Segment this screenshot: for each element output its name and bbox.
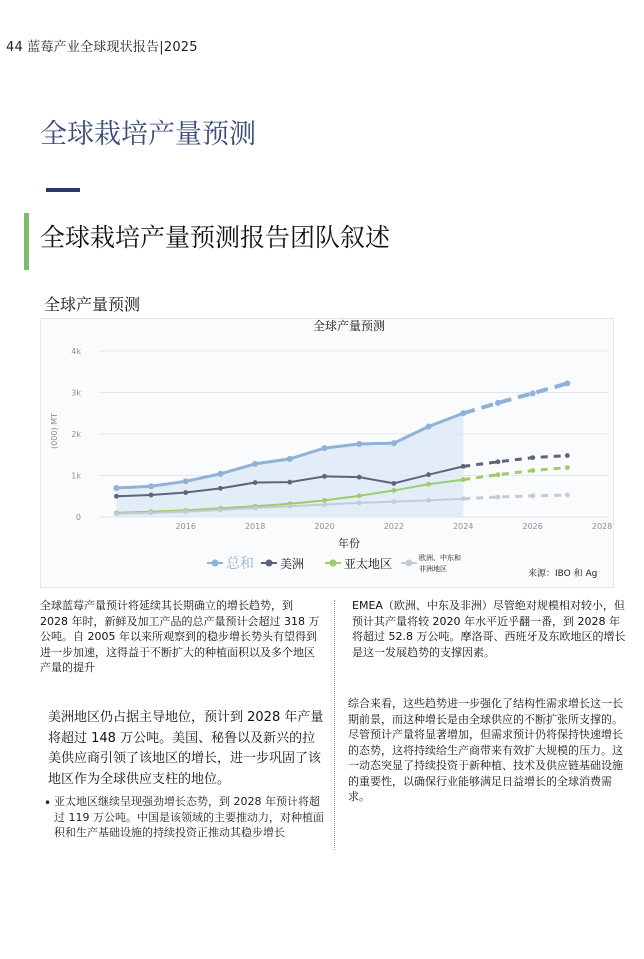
chart-title: 全球产量预测 — [312, 319, 386, 333]
y-tick-label: 3k — [71, 388, 81, 398]
data-point — [322, 502, 327, 507]
series-line-forecast — [463, 468, 567, 480]
y-tick-label: 0 — [75, 513, 81, 522]
legend-label: 美洲 — [280, 557, 305, 571]
y-tick-label: 1k — [71, 471, 81, 481]
legend-swatch-dot — [266, 560, 273, 567]
data-point — [391, 499, 396, 504]
data-point — [357, 500, 362, 505]
x-tick-label: 2018 — [244, 522, 266, 531]
paragraph-americas: 美洲地区仍占据主导地位，预计到 2028 年产量将超过 148 万公吨。美国、秘鲁以及新兴的拉美供应商引领了该地区的增长，进一步巩固了该地区作为全球供应支柱的地位。 — [48, 710, 324, 787]
data-point — [287, 480, 292, 485]
data-point — [495, 400, 501, 406]
y-axis-label: (000) MT — [50, 413, 59, 449]
x-tick-label: 2016 — [175, 522, 196, 531]
legend-swatch-dot — [330, 560, 337, 567]
forecast-line-chart — [41, 319, 613, 587]
data-point — [426, 482, 431, 487]
legend-label: 亚太地区 — [344, 557, 393, 571]
legend-label: 非洲地区 — [419, 565, 447, 573]
paragraph-global-output: 全球蓝莓产量预计将延续其长期确立的增长趋势，到 2028 年时，新鲜及加工产品的总产量预计会超过 318 万公吨。自 2005 年以来所观察到的稳步增长势头有望得到进一步加速，这得益于不断扩大的种植面积以及多个地区产量的提升 — [40, 599, 320, 674]
chart-container — [40, 318, 614, 588]
data-point — [322, 474, 327, 479]
data-point — [253, 480, 258, 485]
data-point — [253, 505, 258, 510]
data-point — [426, 472, 431, 477]
data-point — [530, 390, 536, 396]
data-point — [183, 509, 188, 514]
title-underline — [46, 188, 80, 192]
data-point — [287, 504, 292, 509]
data-point — [391, 488, 396, 493]
data-point — [460, 410, 466, 416]
data-point — [391, 440, 397, 446]
paragraph-emea: EMEA（欧洲、中东及非洲）尽管绝对规模相对较小，但预计其产量将较 2020 年水平近乎翻一番，到 2028 年将超过 52.8 万公吨。摩洛哥、西班牙及东欧地区的增长是这一发展趋势的支撑因素。 — [352, 599, 626, 659]
data-point — [565, 493, 570, 498]
page-title: 全球栽培产量预测 — [40, 119, 256, 150]
x-tick-label: 2020 — [314, 522, 335, 531]
data-point — [322, 498, 327, 503]
y-tick-label: 2k — [71, 430, 81, 439]
data-point — [113, 485, 119, 491]
data-point — [461, 477, 466, 482]
series-line-forecast — [463, 495, 567, 499]
data-point — [149, 493, 154, 498]
data-point — [357, 493, 362, 498]
x-tick-label: 2028 — [591, 522, 613, 531]
data-point — [183, 478, 189, 484]
page-header: 44 蓝莓产业全球现状报告|2025 — [6, 40, 198, 55]
data-point — [564, 380, 570, 386]
data-point — [287, 456, 293, 462]
data-point — [114, 494, 119, 499]
chart-heading: 全球产量预测 — [44, 295, 141, 314]
data-point — [217, 471, 223, 477]
data-point — [183, 490, 188, 495]
legend-swatch-dot — [406, 560, 413, 567]
data-point — [530, 455, 535, 460]
data-point — [357, 475, 362, 480]
paragraph-summary: 综合来看，这些趋势进一步强化了结构性需求增长这一长期前景，而这种增长是由全球供应的不断扩张所支撑的。尽管预计产量将显著增加，但需求预计仍将保持快速增长的态势，这将持续给生产商带来有效扩大规模的压力。这一动态突显了持续投资于新种植、技术及供应链基础设施的重要性，以确保行业能够满足日益增长的全球消费需求。 — [348, 697, 623, 803]
x-tick-label: 2024 — [453, 522, 474, 531]
x-tick-label: 2022 — [383, 522, 405, 531]
data-point — [252, 461, 258, 467]
section-title: 全球栽培产量预测报告团队叙述 — [40, 223, 391, 252]
bullet-apac — [44, 794, 328, 841]
series-line-forecast — [463, 383, 567, 413]
data-point — [149, 510, 154, 515]
data-point — [148, 483, 154, 489]
data-point — [496, 472, 501, 477]
series-line-forecast — [463, 456, 567, 467]
data-point — [426, 498, 431, 503]
bullet-dot-icon: • — [44, 796, 52, 810]
data-point — [496, 459, 501, 464]
section-accent-bar — [24, 213, 29, 270]
data-point — [322, 445, 328, 451]
column-divider — [334, 600, 335, 850]
data-point — [461, 464, 466, 469]
data-point — [496, 495, 501, 500]
data-point — [530, 493, 535, 498]
legend-label: 欧洲、中东和 — [419, 554, 461, 562]
data-point — [426, 424, 432, 430]
data-point — [114, 511, 119, 516]
x-axis-label: 年份 — [338, 537, 360, 550]
data-point — [565, 465, 570, 470]
legend-swatch-dot — [212, 560, 219, 567]
chart-source: 来源：IBO 和 Ag — [528, 569, 598, 579]
data-point — [565, 453, 570, 458]
data-point — [218, 508, 223, 513]
data-point — [391, 481, 396, 486]
y-tick-label: 4k — [71, 347, 81, 356]
legend-label: 总和 — [226, 556, 254, 572]
data-point — [356, 441, 362, 447]
data-point — [461, 496, 466, 501]
bullet-apac-text: 亚太地区继续呈现强劲增长态势，到 2028 年预计将超过 119 万公吨。中国是该领域的主要推动力，对种植面积和生产基础设施的持续投资正推动其稳步增长 — [54, 795, 324, 839]
data-point — [218, 486, 223, 491]
data-point — [530, 468, 535, 473]
x-tick-label: 2026 — [522, 522, 543, 531]
